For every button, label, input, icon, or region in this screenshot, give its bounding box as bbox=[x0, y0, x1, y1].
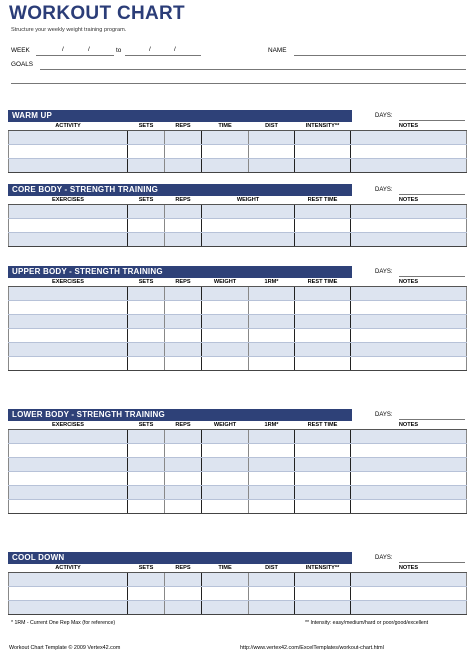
table-row[interactable] bbox=[9, 145, 467, 159]
column-header: NOTES bbox=[351, 279, 467, 287]
column-header: REPS bbox=[165, 197, 202, 205]
column-header: REPS bbox=[165, 279, 202, 287]
core-body-table bbox=[8, 197, 467, 247]
days-field[interactable] bbox=[399, 562, 465, 563]
days-label: DAYS: bbox=[375, 269, 393, 275]
days-field[interactable] bbox=[399, 120, 465, 121]
footnote-intensity: ** Intensity: easy/medium/hard or poor/good/excellent bbox=[305, 620, 429, 626]
table-row[interactable] bbox=[9, 472, 467, 486]
column-header: DIST bbox=[249, 123, 295, 131]
column-header: NOTES bbox=[351, 123, 467, 131]
goals-label: GOALS bbox=[11, 61, 34, 68]
week-start-slash-2: / bbox=[88, 46, 90, 53]
table-row[interactable] bbox=[9, 357, 467, 371]
days-label: DAYS: bbox=[375, 412, 393, 418]
column-header: SETS bbox=[128, 197, 165, 205]
column-header: REPS bbox=[165, 123, 202, 131]
column-header: TIME bbox=[202, 565, 249, 573]
week-end-slash-2: / bbox=[174, 46, 176, 53]
column-header: WEIGHT bbox=[202, 197, 295, 205]
column-header: DIST bbox=[249, 565, 295, 573]
table-row[interactable] bbox=[9, 343, 467, 357]
days-field[interactable] bbox=[399, 194, 465, 195]
table-row[interactable] bbox=[9, 233, 467, 247]
table-row[interactable] bbox=[9, 587, 467, 601]
to-label: to bbox=[116, 47, 122, 54]
column-header: 1RM* bbox=[249, 422, 295, 430]
warm-up-table bbox=[8, 123, 467, 173]
column-header: REST TIME bbox=[295, 197, 351, 205]
section-title: UPPER BODY - STRENGTH TRAINING bbox=[8, 266, 352, 278]
column-header: 1RM* bbox=[249, 279, 295, 287]
table-row[interactable] bbox=[9, 500, 467, 514]
name-label: NAME bbox=[268, 47, 287, 54]
table-row[interactable] bbox=[9, 329, 467, 343]
footer-url-link[interactable]: http://www.vertex42.com/ExcelTemplates/workout-chart.html bbox=[240, 645, 384, 651]
table-row[interactable] bbox=[9, 301, 467, 315]
column-header: NOTES bbox=[351, 422, 467, 430]
table-row[interactable] bbox=[9, 287, 467, 301]
goals-field-line-2[interactable] bbox=[11, 83, 466, 84]
column-header: ACTIVITY bbox=[9, 565, 128, 573]
column-header: SETS bbox=[128, 565, 165, 573]
table-row[interactable] bbox=[9, 601, 467, 615]
lower-body-table bbox=[8, 422, 467, 514]
column-header: REPS bbox=[165, 422, 202, 430]
column-header: SETS bbox=[128, 279, 165, 287]
week-end-slash-1: / bbox=[149, 46, 151, 53]
name-field[interactable] bbox=[294, 55, 466, 56]
column-header: INTENSITY** bbox=[295, 123, 351, 131]
column-header: EXERCISES bbox=[9, 422, 128, 430]
table-row[interactable] bbox=[9, 486, 467, 500]
column-header: WEIGHT bbox=[202, 279, 249, 287]
table-row[interactable] bbox=[9, 315, 467, 329]
week-label: WEEK bbox=[11, 47, 30, 54]
days-field[interactable] bbox=[399, 276, 465, 277]
column-header: REPS bbox=[165, 565, 202, 573]
page-title: WORKOUT CHART bbox=[9, 3, 185, 24]
table-row[interactable] bbox=[9, 430, 467, 444]
column-header: REST TIME bbox=[295, 279, 351, 287]
column-header: TIME bbox=[202, 123, 249, 131]
table-row[interactable] bbox=[9, 205, 467, 219]
column-header: EXERCISES bbox=[9, 197, 128, 205]
column-header: SETS bbox=[128, 422, 165, 430]
week-start-slash-1: / bbox=[62, 46, 64, 53]
goals-field[interactable] bbox=[40, 69, 466, 70]
column-header: INTENSITY** bbox=[295, 565, 351, 573]
table-row[interactable] bbox=[9, 159, 467, 173]
upper-body-table bbox=[8, 279, 467, 371]
table-row[interactable] bbox=[9, 573, 467, 587]
days-field[interactable] bbox=[399, 419, 465, 420]
table-row[interactable] bbox=[9, 219, 467, 233]
footnote-1rm: * 1RM - Current One Rep Max (for reference) bbox=[11, 620, 116, 626]
cool-down-table bbox=[8, 565, 467, 615]
section-title: LOWER BODY - STRENGTH TRAINING bbox=[8, 409, 352, 421]
section-title: CORE BODY - STRENGTH TRAINING bbox=[8, 184, 352, 196]
days-label: DAYS: bbox=[375, 113, 393, 119]
table-row[interactable] bbox=[9, 458, 467, 472]
week-end-field[interactable] bbox=[125, 55, 201, 56]
column-header: NOTES bbox=[351, 197, 467, 205]
table-row[interactable] bbox=[9, 444, 467, 458]
section-title: WARM UP bbox=[8, 110, 352, 122]
column-header: ACTIVITY bbox=[9, 123, 128, 131]
column-header: NOTES bbox=[351, 565, 467, 573]
column-header: REST TIME bbox=[295, 422, 351, 430]
column-header: WEIGHT bbox=[202, 422, 249, 430]
section-title: COOL DOWN bbox=[8, 552, 352, 564]
page-subtitle: Structure your weekly weight training program. bbox=[11, 27, 127, 33]
footer-copyright: Workout Chart Template © 2009 Vertex42.com bbox=[9, 645, 121, 651]
table-row[interactable] bbox=[9, 131, 467, 145]
column-header: EXERCISES bbox=[9, 279, 128, 287]
days-label: DAYS: bbox=[375, 555, 393, 561]
column-header: SETS bbox=[128, 123, 165, 131]
week-start-field[interactable] bbox=[36, 55, 114, 56]
days-label: DAYS: bbox=[375, 187, 393, 193]
